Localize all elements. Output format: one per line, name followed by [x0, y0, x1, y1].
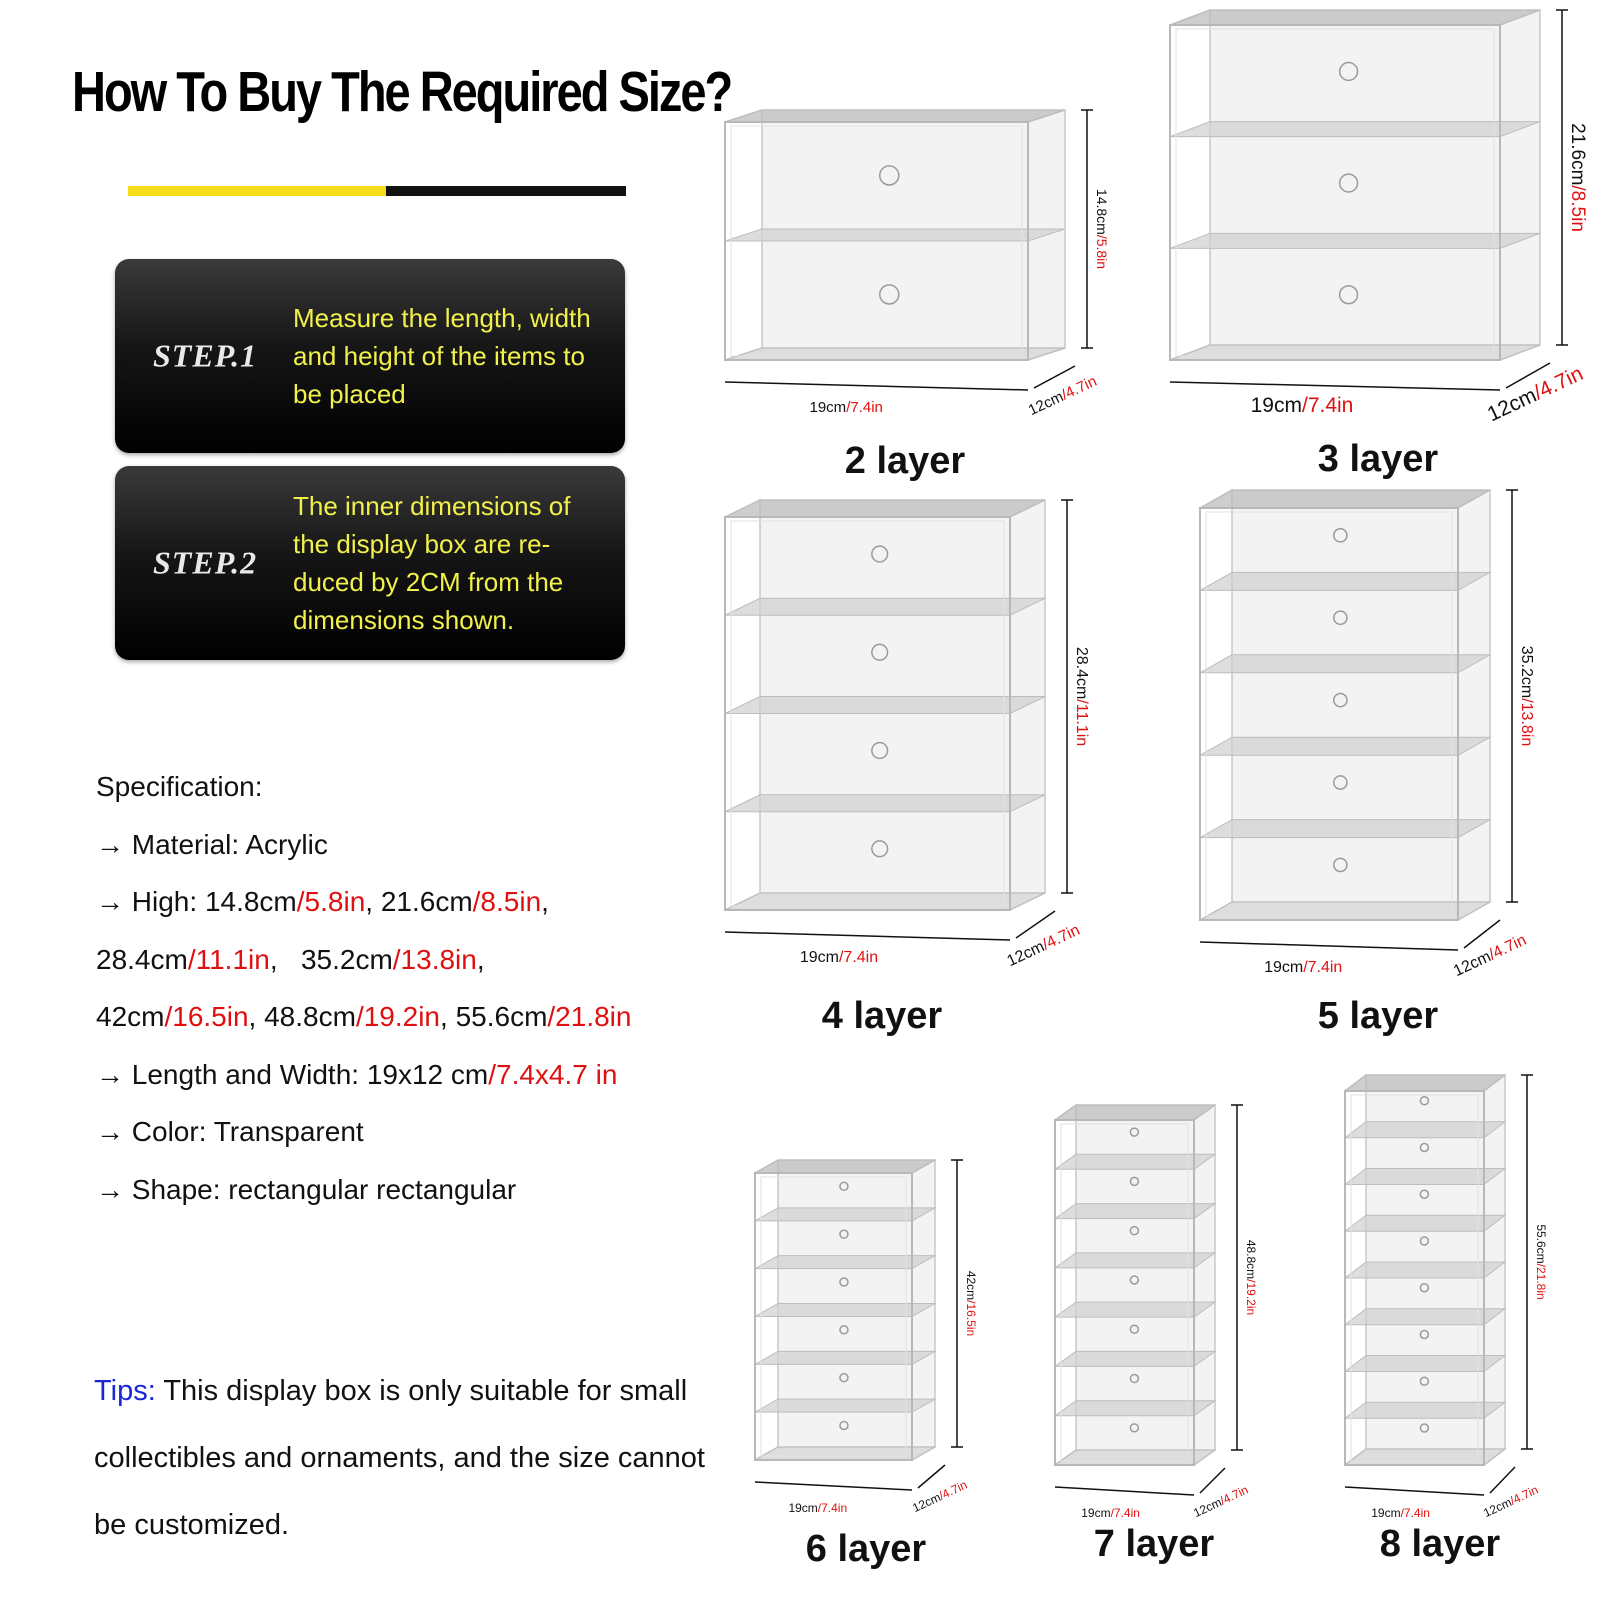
- spec-heading: Specification:: [96, 771, 263, 802]
- shelf-panel: [1055, 1450, 1215, 1465]
- layer-label: 3 layer: [1317, 438, 1439, 480]
- height-dimension-label: 48.8cm/19.2in: [1244, 1239, 1258, 1316]
- height-dimension-label: 28.4cm/11.1in: [1073, 646, 1090, 747]
- shelf-panel: [1200, 490, 1490, 508]
- accent-bar-black: [386, 186, 626, 196]
- spec-height-in: /13.8in: [392, 943, 477, 975]
- shelf-panel: [1055, 1105, 1215, 1120]
- product-illustration: [1160, 0, 1600, 430]
- box-back-panel: [1232, 490, 1490, 902]
- shelf-panel: [1055, 1253, 1215, 1268]
- shelf-panel: [1170, 10, 1540, 25]
- spec-material: → Material: Acrylic: [96, 828, 328, 860]
- width-dimension-label: 12cm/4.7in: [1451, 931, 1530, 981]
- spec-height-cm: 28.4cm: [96, 943, 188, 975]
- layer-label: 7 layer: [1093, 1523, 1215, 1565]
- height-dimension-label: 42cm/16.5in: [964, 1270, 978, 1337]
- spec-height-cm: 48.8cm: [264, 1001, 356, 1032]
- layer-label: 2 layer: [844, 440, 966, 482]
- shelf-panel: [1345, 1356, 1505, 1372]
- height-dimension-label: 14.8cm/5.8in: [1094, 188, 1110, 270]
- shelf-panel: [755, 1208, 935, 1221]
- spec-height-cm: 55.6cm: [455, 1001, 548, 1032]
- spec-height-in: /5.8in: [296, 886, 366, 917]
- step-1-text: Measure the length, width and height of the items to be placed: [293, 303, 591, 409]
- width-dimension-label: 12cm/4.7in: [1025, 372, 1100, 420]
- shelf-panel: [1345, 1449, 1505, 1465]
- length-dimension-label: 19cm/7.4in: [1371, 1506, 1430, 1520]
- length-dimension-line: [755, 1482, 912, 1490]
- spec-length-width-in: /7.4x4.7 in: [488, 1058, 618, 1090]
- spec-shape: → Shape: rectangular rectangular: [96, 1173, 517, 1205]
- width-dimension-label: 12cm/4.7in: [910, 1477, 970, 1516]
- shelf-panel: [1200, 655, 1490, 673]
- spec-color: → Color: Transparent: [96, 1116, 364, 1147]
- shelf-panel: [725, 110, 1065, 122]
- shelf-panel: [1345, 1075, 1505, 1091]
- shelf-panel: [1200, 902, 1490, 920]
- tips-text: This display box is only suitable for small collectibles and ornaments, and the size cannot be customized.: [94, 1375, 705, 1541]
- shelf-panel: [1170, 122, 1540, 137]
- width-dimension-line: [1200, 1468, 1225, 1493]
- shelf-panel: [755, 1256, 935, 1269]
- layer-label: 5 layer: [1317, 995, 1439, 1037]
- shelf-panel: [1200, 737, 1490, 755]
- shelf-panel: [725, 697, 1045, 714]
- shelf-panel: [1345, 1402, 1505, 1418]
- product-illustration: [1335, 1065, 1565, 1535]
- spec-height-in: /11.1in: [187, 943, 270, 975]
- shelf-panel: [755, 1160, 935, 1173]
- shelf-panel: [725, 500, 1045, 517]
- shelf-panel: [1200, 572, 1490, 590]
- step-2-label: STEP.2: [153, 544, 258, 581]
- box-back-panel: [1210, 10, 1540, 345]
- shelf-panel: [1200, 820, 1490, 838]
- spec-height-in: /19.2in: [355, 1001, 441, 1032]
- step-1-card: [115, 259, 625, 453]
- height-dimension-label: 35.2cm/13.8in: [1518, 645, 1535, 747]
- length-dimension-label: 19cm/7.4in: [788, 1501, 848, 1515]
- spec-height-in: /8.5in: [472, 886, 542, 917]
- product-illustration: [1045, 1095, 1275, 1535]
- shelf-panel: [755, 1399, 935, 1412]
- width-dimension-line: [1490, 1467, 1515, 1493]
- shelf-panel: [755, 1351, 935, 1364]
- shelf-panel: [1170, 233, 1540, 248]
- spec-height-cm: 14.8cm: [204, 886, 297, 917]
- shelf-panel: [1345, 1122, 1505, 1138]
- product-illustration: [715, 100, 1125, 430]
- length-dimension-line: [1170, 382, 1500, 390]
- accent-bar-yellow: [128, 186, 386, 196]
- spec-length-width: [96, 1046, 631, 1104]
- product-illustration: [1190, 480, 1550, 990]
- length-dimension-line: [1345, 1487, 1484, 1495]
- spec-height-in: /21.8in: [547, 1001, 632, 1032]
- shelf-panel: [1055, 1351, 1215, 1366]
- length-dimension-label: 19cm/7.4in: [1250, 394, 1354, 417]
- spec-height-in: /16.5in: [164, 1001, 249, 1032]
- shelf-panel: [1055, 1401, 1215, 1416]
- length-dimension-label: 19cm/7.4in: [809, 399, 883, 416]
- shelf-panel: [1055, 1154, 1215, 1169]
- shelf-panel: [1345, 1309, 1505, 1325]
- length-dimension-line: [1055, 1487, 1194, 1495]
- spec-high-line-2: 28.4cm/11.1in, 35.2cm/13.8in,: [96, 943, 485, 975]
- specification-block: [96, 758, 631, 1218]
- width-dimension-label: 12cm/4.7in: [1191, 1482, 1251, 1521]
- shelf-panel: [725, 795, 1045, 812]
- width-dimension-line: [918, 1465, 945, 1488]
- shelf-panel: [725, 229, 1065, 241]
- shelf-panel: [1170, 345, 1540, 360]
- page-title: How To Buy The Required Size?: [72, 59, 732, 123]
- step-1-label: STEP.1: [153, 337, 258, 374]
- product-illustration: [715, 490, 1105, 980]
- step-2-card: [115, 466, 625, 660]
- shelf-panel: [755, 1447, 935, 1460]
- shelf-panel: [725, 598, 1045, 615]
- shelf-panel: [1345, 1215, 1505, 1231]
- shelf-panel: [1055, 1302, 1215, 1317]
- shelf-panel: [725, 348, 1065, 360]
- width-dimension-label: 12cm/4.7in: [1481, 1482, 1541, 1521]
- height-dimension-label: 55.6cm/21.8in: [1534, 1224, 1548, 1300]
- spec-height-cm: 42cm: [96, 1001, 165, 1032]
- layer-label: 4 layer: [821, 995, 943, 1037]
- shelf-panel: [755, 1304, 935, 1317]
- shelf-panel: [1345, 1169, 1505, 1185]
- tips-block: [94, 1358, 714, 1559]
- length-dimension-label: 19cm/7.4in: [799, 949, 879, 966]
- length-dimension-line: [725, 932, 1010, 940]
- width-dimension-label: 12cm/4.7in: [1483, 361, 1587, 427]
- length-dimension-label: 19cm/7.4in: [1081, 1506, 1140, 1520]
- length-dimension-line: [1200, 942, 1458, 950]
- spec-high-line-3: 42cm/16.5in, 48.8cm/19.2in, 55.6cm/21.8in: [96, 1001, 632, 1032]
- height-dimension-label: 21.6cm/8.5in: [1567, 123, 1588, 232]
- tips-label: Tips:: [94, 1375, 156, 1407]
- width-dimension-label: 12cm/4.7in: [1004, 921, 1083, 971]
- spec-high-label: → High:: [96, 886, 205, 917]
- shelf-panel: [725, 893, 1045, 910]
- length-dimension-line: [725, 382, 1028, 390]
- shelf-panel: [1345, 1262, 1505, 1278]
- layer-label: 8 layer: [1379, 1523, 1501, 1565]
- layer-label: 6 layer: [805, 1528, 927, 1570]
- product-illustration: [745, 1150, 995, 1530]
- spec-height-cm: 35.2cm: [300, 943, 393, 975]
- spec-high-line-1: → High: 14.8cm/5.8in, 21.6cm/8.5in,: [96, 886, 549, 917]
- length-dimension-label: 19cm/7.4in: [1264, 959, 1343, 976]
- spec-length-width-label: → Length and Width: 19x12 cm: [96, 1058, 489, 1090]
- spec-height-cm: 21.6cm: [380, 886, 473, 917]
- shelf-panel: [1055, 1204, 1215, 1219]
- step-2-text: The inner dimensions of the display box are re-duced by 2CM from the dimensions shown.: [293, 491, 571, 635]
